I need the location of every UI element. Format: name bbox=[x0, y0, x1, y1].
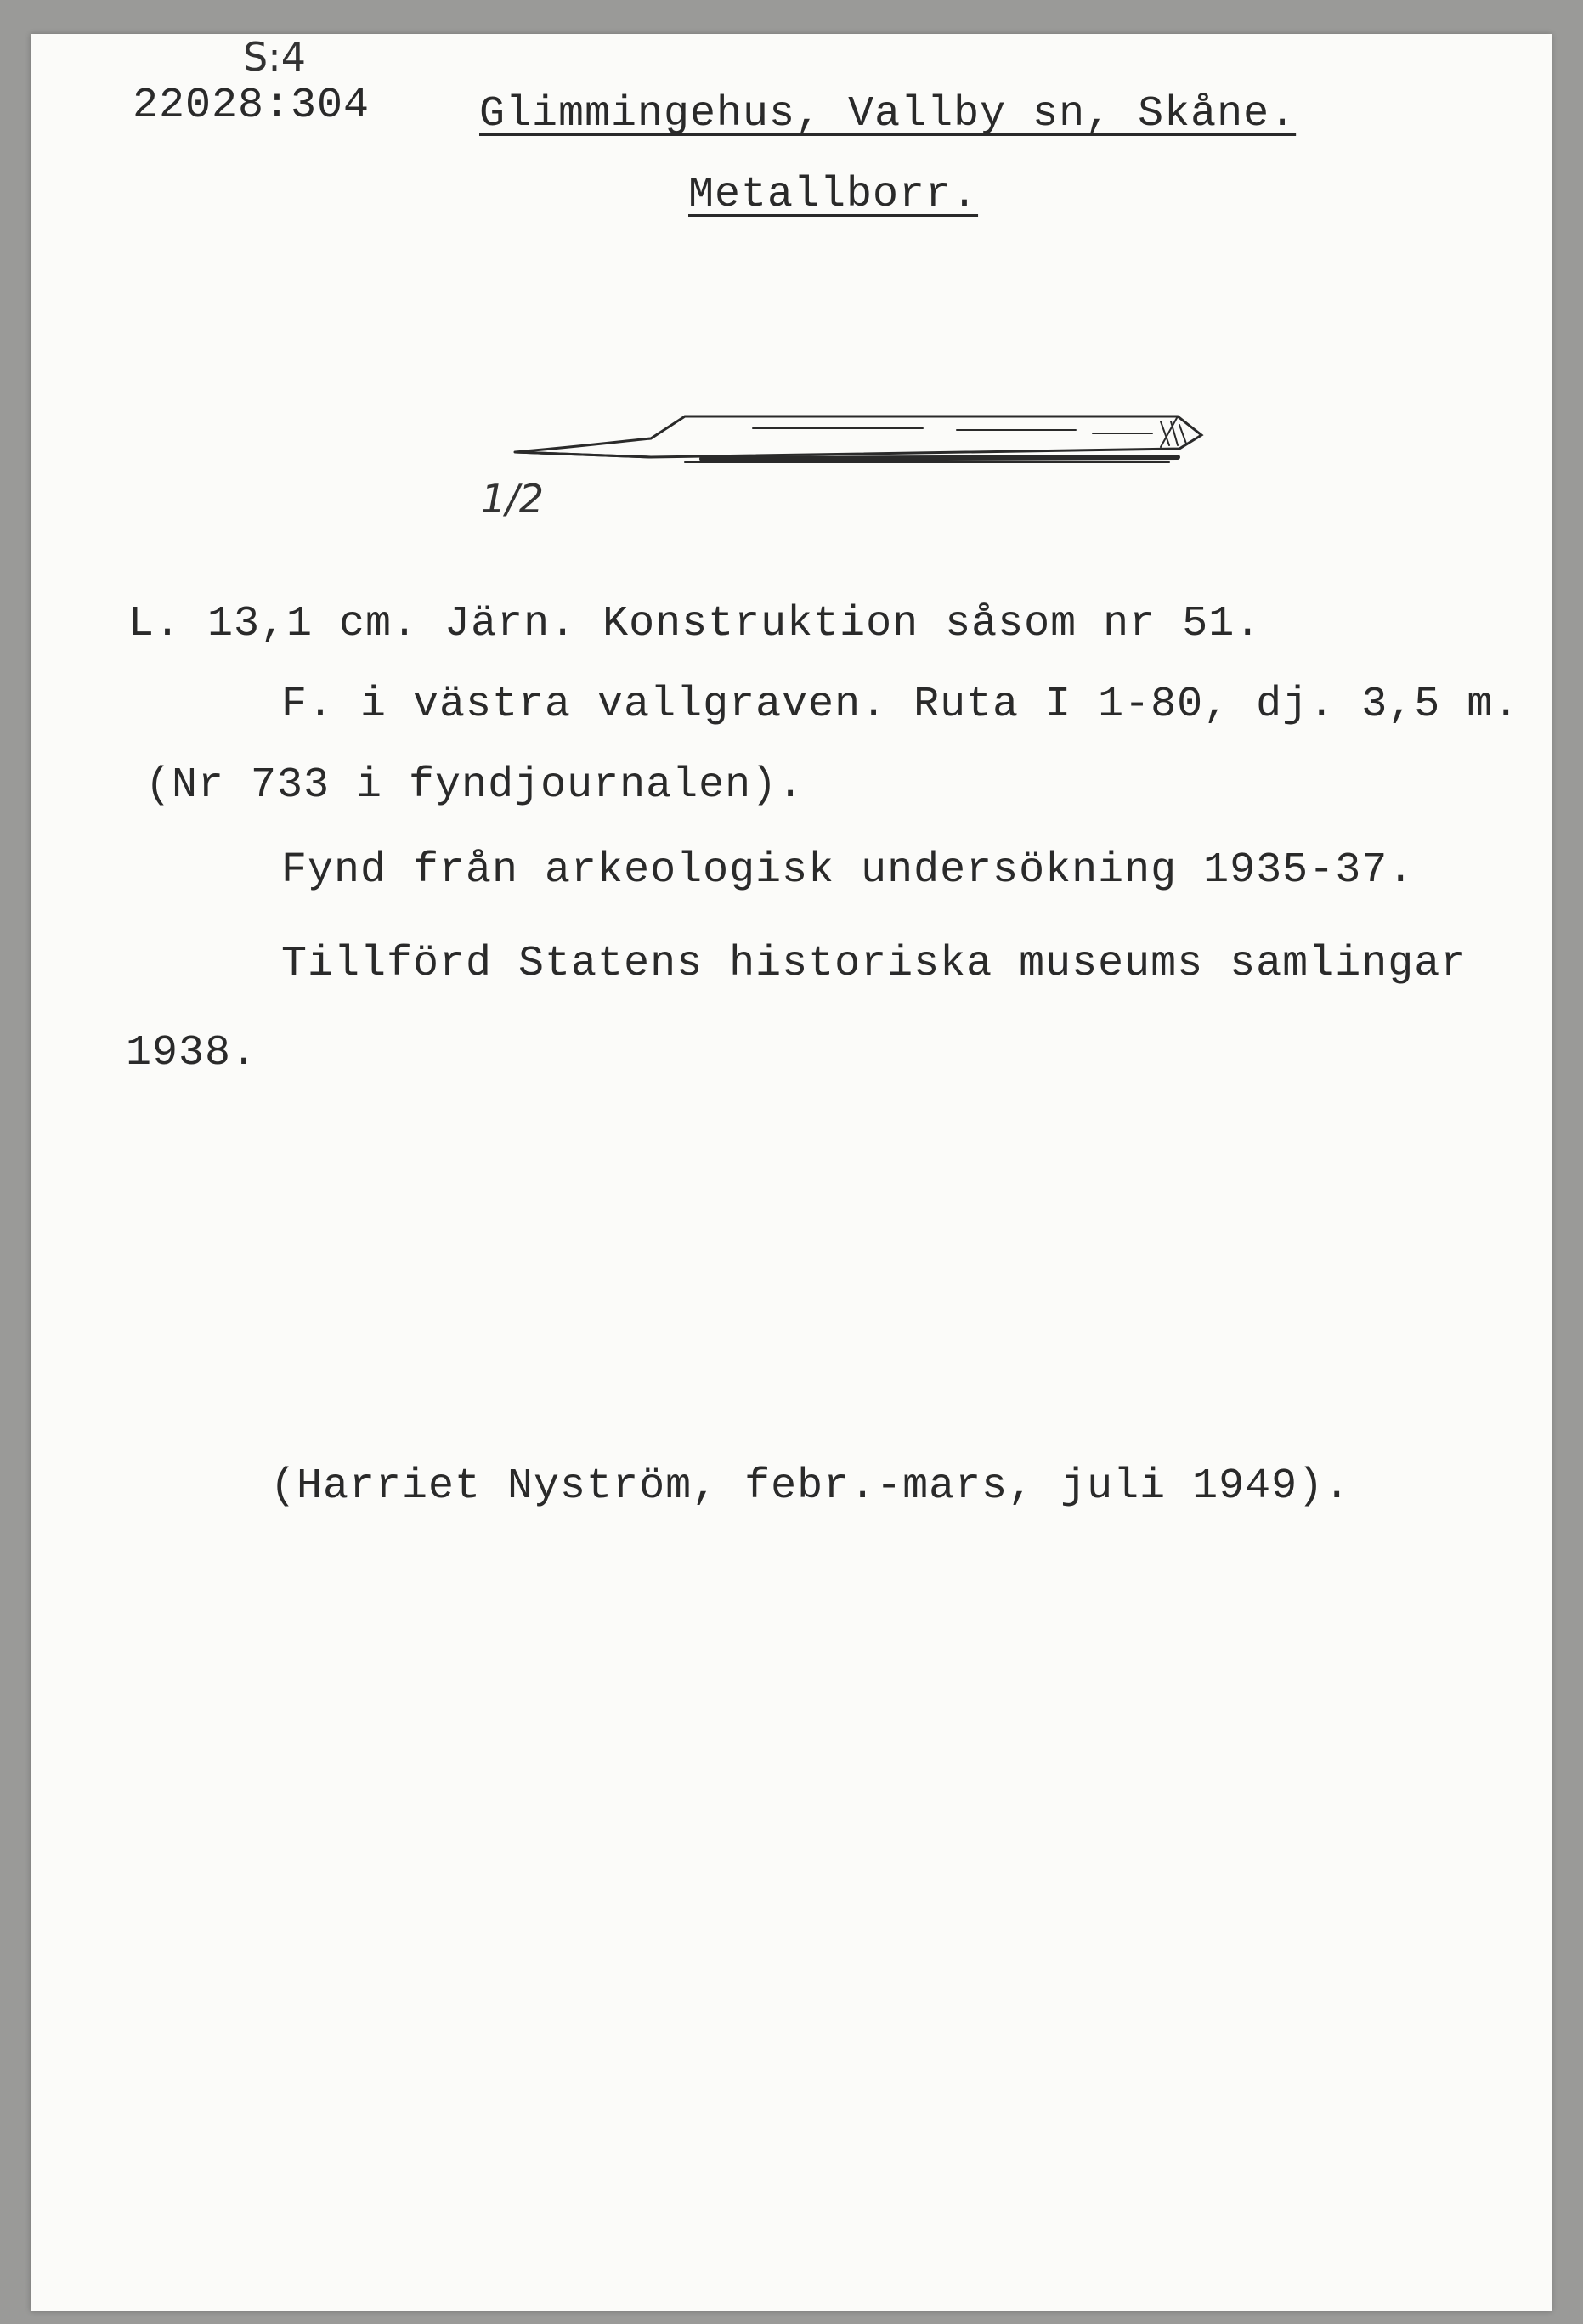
object-name: Metallborr. bbox=[688, 171, 979, 219]
inventory-number: 22028:304 bbox=[133, 82, 370, 130]
desc-line-6: 1938. bbox=[126, 1029, 258, 1077]
desc-line-5: Tillförd Statens historiska museums samlingar bbox=[281, 940, 1467, 988]
desc-line-3: (Nr 733 i fyndjournalen). bbox=[145, 761, 805, 810]
drill-drawing bbox=[481, 374, 1229, 544]
signature-line: (Harriet Nyström, febr.-mars, juli 1949). bbox=[270, 1462, 1351, 1511]
desc-line-4: Fynd från arkeologisk undersökning 1935-37. bbox=[281, 846, 1415, 895]
location-heading: Glimmingehus, Vallby sn, Skåne. bbox=[479, 90, 1297, 139]
desc-line-2: F. i västra vallgraven. Ruta I 1-80, dj. 3,5 m. bbox=[281, 681, 1520, 729]
handwritten-code: S:4 bbox=[243, 34, 306, 80]
desc-line-1: L. 13,1 cm. Järn. Konstruktion såsom nr 51. bbox=[128, 600, 1262, 648]
scale-label: 1/2 bbox=[481, 476, 545, 522]
catalog-card bbox=[31, 34, 1552, 2311]
